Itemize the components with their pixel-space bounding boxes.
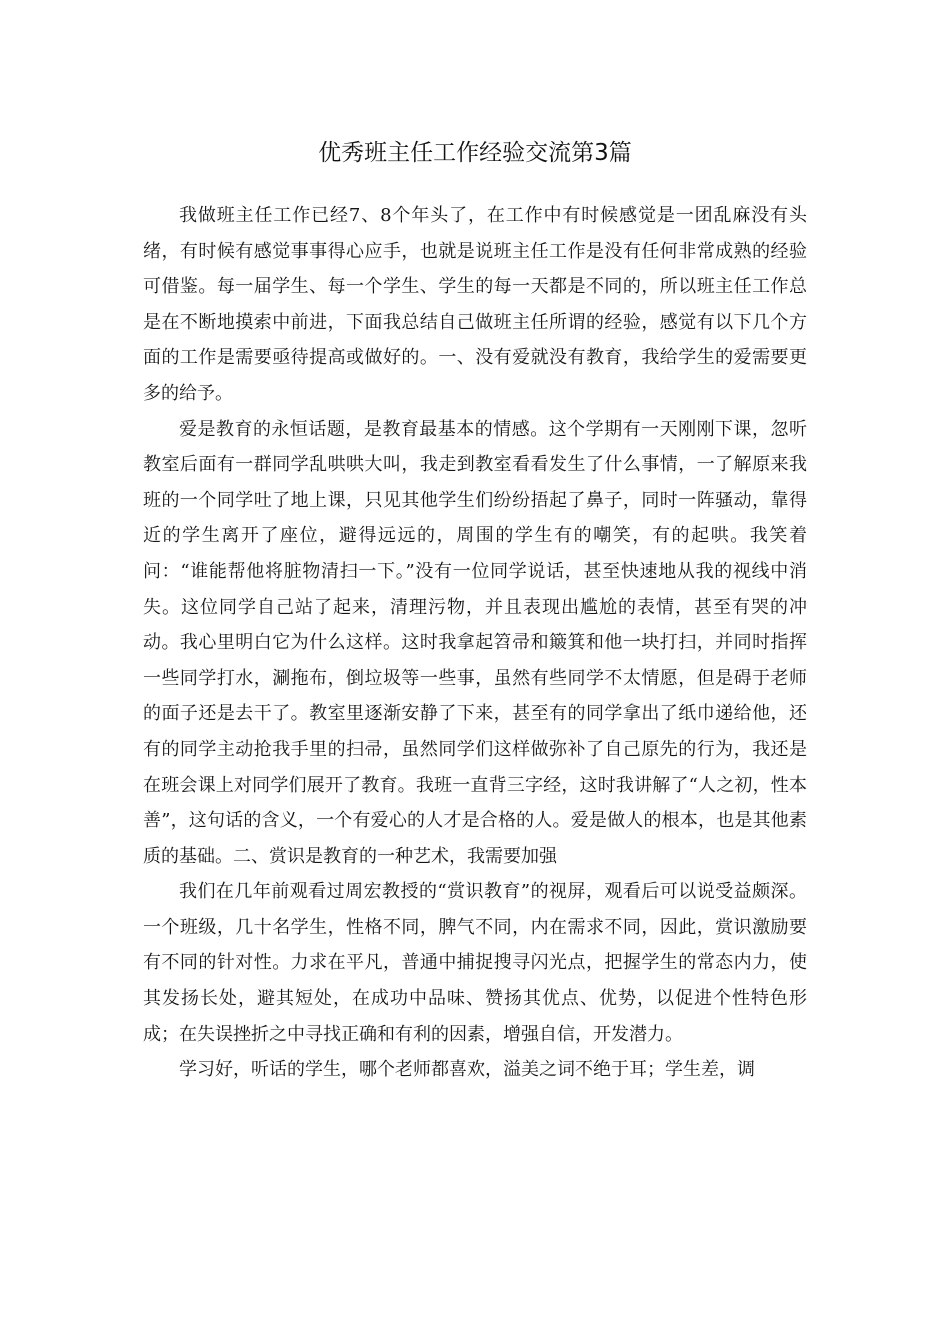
paragraph-3: 我们在几年前观看过周宏教授的“赏识教育”的视屏，观看后可以说受益颇深。一个班级，几十名学生，性格不同，脾气不同，内在需求不同，因此，赏识激励要有不同的针对性。力求在平凡，普通中捕捉搜寻闪光点，把握学生的常态内力，使其发扬长处，避其短处，在成功中品味、赞扬其优点、优势，以促进个性特色形成；在失误挫折之中寻找正确和有利的因素，增强自信，开发潜力。 <box>143 881 807 1045</box>
paragraph-2: 爱是教育的永恒话题，是教育最基本的情感。这个学期有一天刚刚下课，忽听教室后面有一群同学乱哄哄大叫，我走到教室看看发生了什么事情，一了解原来我班的一个同学吐了地上课，只见其他学生们纷纷捂起了鼻子，同时一阵骚动，靠得近的学生离开了座位，避得远远的，周围的学生有的嘲笑，有的起哄。我笑着问：“谁能帮他将脏物清扫一下。”没有一位同学说话，甚至快速地从我的视线中消失。这位同学自己站了起来，清理污物，并且表现出尴尬的表情，甚至有哭的冲动。我心里明白它为什么这样。这时我拿起笤帚和簸箕和他一块打扫，并同时指挥一些同学打水，涮拖布，倒垃圾等一些事，虽然有些同学不太情愿，但是碍于老师的面子还是去干了。教室里逐渐安静了下来，甚至有的同学拿出了纸巾递给他，还有的同学主动抢我手里的扫帚，虽然同学们这样做弥补了自己原先的行为，我还是在班会课上对同学们展开了教育。我班一直背三字经，这时我讲解了“人之初，性本善”，这句话的含义，一个有爱心的人才是合格的人。爱是做人的根本，也是其他素质的基础。二、赏识是教育的一种艺术，我需要加强 <box>143 418 807 867</box>
paragraph-4: 学习好，听话的学生，哪个老师都喜欢，溢美之词不绝于耳；学生差，调 <box>179 1059 755 1081</box>
document-title: 优秀班主任工作经验交流第3篇 <box>318 140 632 166</box>
paragraph-1: 我做班主任工作已经7、8个年头了，在工作中有时候感觉是一团乱麻没有头绪，有时候有感觉事事得心应手，也就是说班主任工作是没有任何非常成熟的经验可借鉴。每一届学生、每一个学生、学生的每一天都是不同的，所以班主任工作总是在不断地摸索中前进，下面我总结自己做班主任所谓的经验，感觉有以下几个方面的工作是需要亟待提高或做好的。一、没有爱就没有教育，我给学生的爱需要更多的给予。 <box>143 205 807 404</box>
document-body <box>143 198 807 1088</box>
